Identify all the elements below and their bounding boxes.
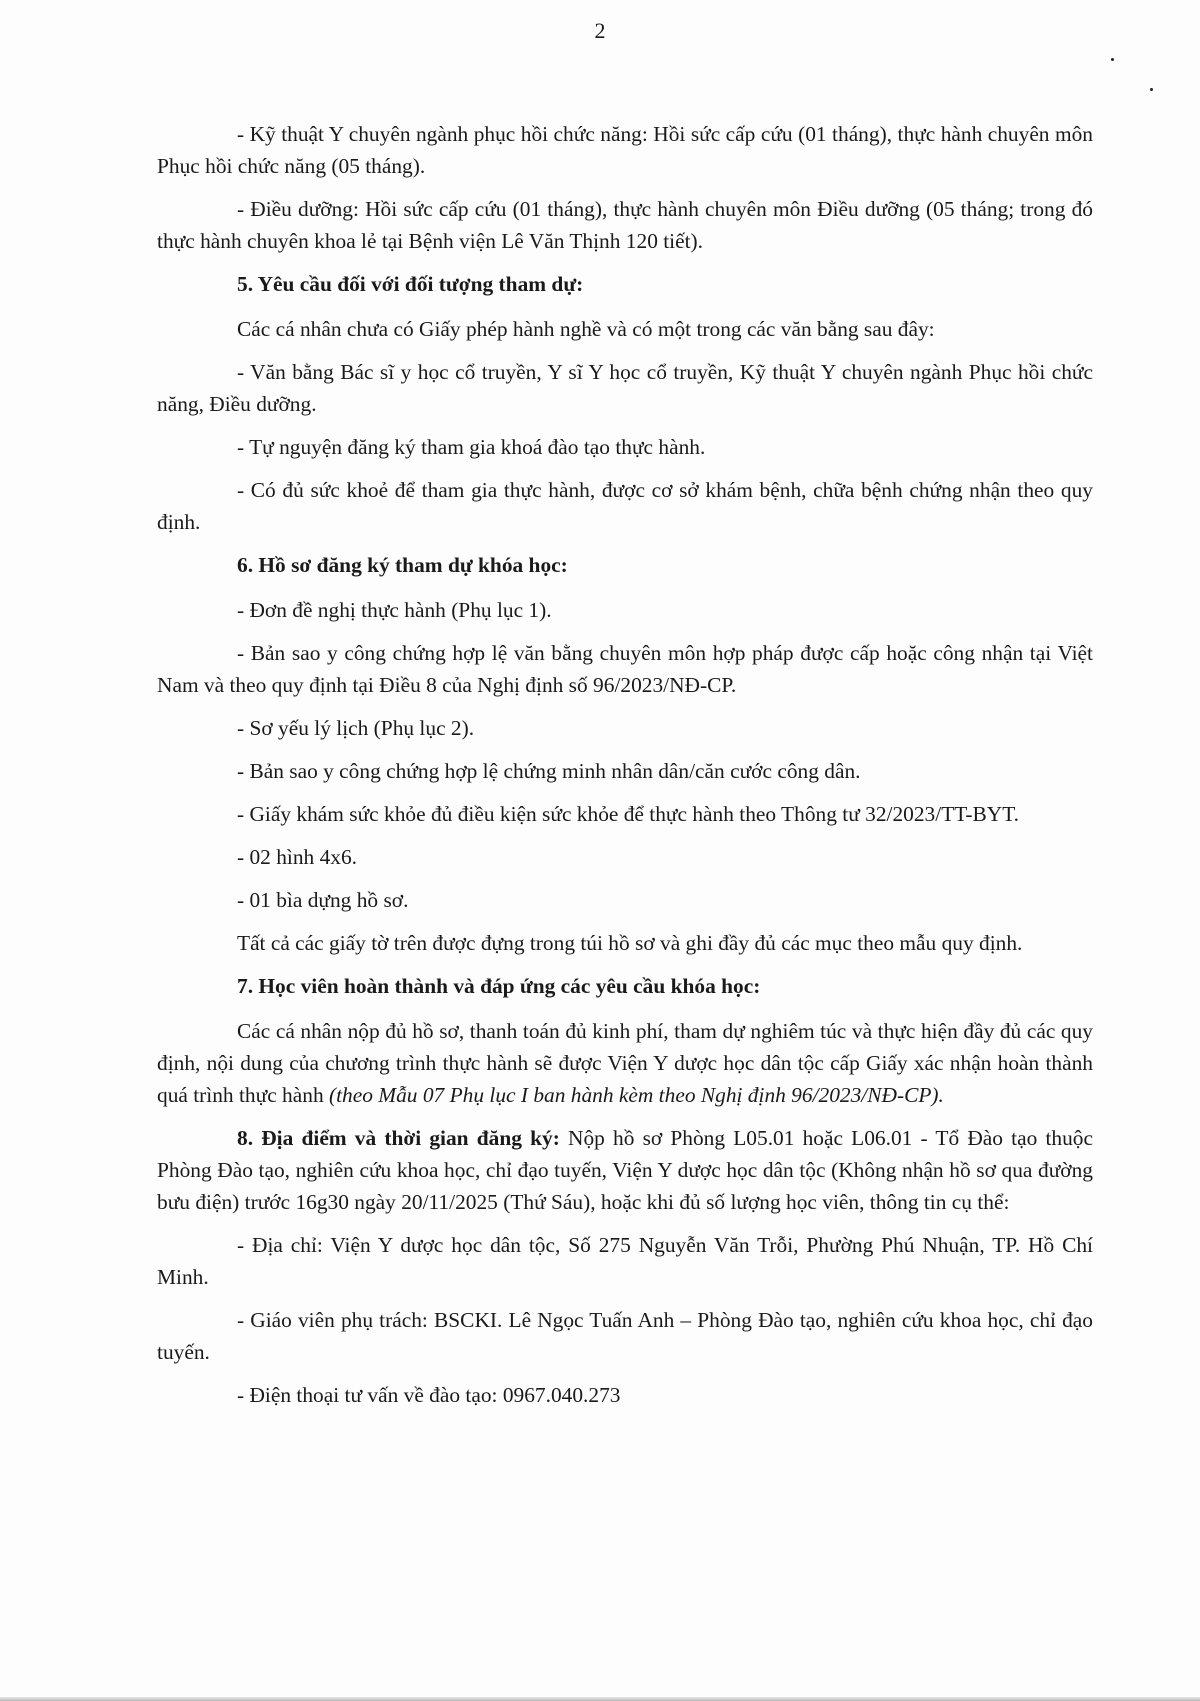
paragraph	[157, 1122, 1093, 1218]
list-item: - Đơn đề nghị thực hành (Phụ lục 1).	[237, 598, 552, 622]
list-item-address: - Địa chỉ: Viện Y dược học dân tộc, Số 275 Nguyễn Văn Trỗi, Phường Phú Nhuận, TP. Hồ Chí Minh.	[157, 1233, 1093, 1289]
list-item: - Bản sao y công chứng hợp lệ chứng minh nhân dân/căn cước công dân.	[237, 759, 861, 783]
page-number: 2	[594, 18, 606, 43]
section-heading-7: 7. Học viên hoàn thành và đáp ứng các yêu cầu khóa học:	[237, 974, 761, 998]
list-item-phone: - Điện thoại tư vấn về đào tạo: 0967.040.273	[237, 1383, 621, 1407]
italic-reference: (theo Mẫu 07 Phụ lục I ban hành kèm theo Nghị định 96/2023/NĐ-CP).	[328, 1083, 944, 1107]
scan-speck	[1111, 58, 1114, 61]
list-item: - Giấy khám sức khỏe đủ điều kiện sức khỏe để thực hành theo Thông tư 32/2023/TT-BYT.	[237, 802, 1020, 826]
paragraph: - Điều dưỡng: Hồi sức cấp cứu (01 tháng), thực hành chuyên môn Điều dưỡng (05 tháng; trong đó thực hành chuyên khoa lẻ tại Bệnh viện Lê Văn Thịnh 120 tiết).	[157, 197, 1093, 253]
paragraph: Các cá nhân chưa có Giấy phép hành nghề và có một trong các văn bằng sau đây:	[237, 317, 935, 341]
scan-speck	[1150, 88, 1153, 91]
paragraph	[157, 1015, 1093, 1111]
section-heading-6: 6. Hồ sơ đăng ký tham dự khóa học:	[237, 553, 568, 577]
paragraph-text: Các cá nhân nộp đủ hồ sơ, thanh toán đủ kinh phí, tham dự nghiêm túc và thực hiện đầy đủ các quy định, nội dung của chương trình thực hành sẽ được Viện Y dược học dân tộc cấp Giấy xác nhận hoàn thành quá trình thực hành	[157, 1019, 1093, 1107]
list-item: - 02 hình 4x6.	[237, 845, 358, 869]
paragraph: - Có đủ sức khoẻ để tham gia thực hành, được cơ sở khám bệnh, chữa bệnh chứng nhận theo quy định.	[157, 478, 1093, 534]
paragraph: - Kỹ thuật Y chuyên ngành phục hồi chức năng: Hồi sức cấp cứu (01 tháng), thực hành chuyên môn Phục hồi chức năng (05 tháng).	[157, 122, 1093, 178]
list-item: - 01 bìa dựng hồ sơ.	[237, 888, 409, 912]
paragraph-text: Nộp hồ sơ Phòng L05.01 hoặc L06.01 - Tổ Đào tạo thuộc Phòng Đào tạo, nghiên cứu khoa học, chỉ đạo tuyến, Viện Y dược học dân tộc (Không nhận hồ sơ qua đường bưu điện) trước 16g30 ngày 20/11/2025 (Thứ Sáu), hoặc khi đủ số lượng học viên, thông tin cụ thể:	[157, 1126, 1094, 1214]
section-heading-8: 8. Địa điểm và thời gian đăng ký:	[237, 1126, 560, 1150]
paragraph: Tất cả các giấy tờ trên được đựng trong túi hồ sơ và ghi đầy đủ các mục theo mẫu quy định.	[237, 931, 1023, 955]
list-item-teacher: - Giáo viên phụ trách: BSCKI. Lê Ngọc Tuấn Anh – Phòng Đào tạo, nghiên cứu khoa học, chỉ đạo tuyến.	[157, 1308, 1093, 1364]
section-heading-5: 5. Yêu cầu đối với đối tượng tham dự:	[237, 272, 584, 296]
paragraph: - Văn bằng Bác sĩ y học cổ truyền, Y sĩ Y học cổ truyền, Kỹ thuật Y chuyên ngành Phục hồi chức năng, Điều dưỡng.	[157, 360, 1093, 416]
document-body	[157, 118, 1093, 1422]
list-item: - Bản sao y công chứng hợp lệ văn bằng chuyên môn hợp pháp được cấp hoặc công nhận tại Việt Nam và theo quy định tại Điều 8 của Nghị định số 96/2023/NĐ-CP.	[157, 641, 1093, 697]
scan-bottom-edge	[0, 1697, 1200, 1701]
list-item: - Sơ yếu lý lịch (Phụ lục 2).	[237, 716, 475, 740]
paragraph: - Tự nguyện đăng ký tham gia khoá đào tạo thực hành.	[237, 435, 706, 459]
